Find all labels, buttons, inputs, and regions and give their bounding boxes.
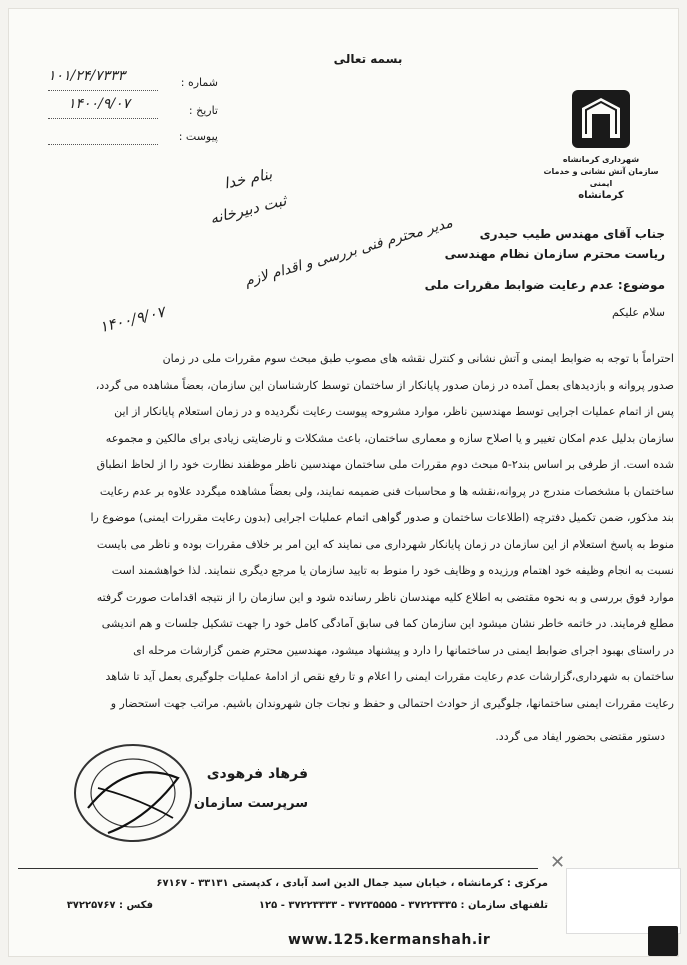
date-value: ۱۴۰۰/۹/۰۷ [68,96,131,112]
handwritten-note-date: ۱۴۰۰/۹/۰۷ [97,302,167,337]
signatory-title: سرپرست سازمان [193,796,308,811]
body-line: صدور پروانه و بازدیدهای بعمل آمده در زمان صدور پایانکار از ساختمان توسط کارشناسان این سازمان، بعضاً مشاهده می گردد، [95,378,674,392]
body-line: منوط به پاسخ استعلام از این سازمان در زمان پایانکار شهرداری می نمایند که این امر بر خلاف مقررات بوده و ناظر می بایست [96,537,674,551]
body-line: مطلع فرمایند. در خاتمه خاطر نشان میشود این سازمان کما فی سابق آمادگی کامل خود را جهت تشکیل جلسات و هم اندیشی [101,617,674,630]
corner-logo-icon [648,926,678,956]
preview-thumbnail[interactable] [566,868,681,934]
body-line: احتراماً با توجه به ضوابط ایمنی و آتش نشانی و کنترل نقشه های مصوب طبق مبحث سوم مقررات ملی در زمان [162,352,674,365]
body-line: موارد فوق بررسی و به نحوه مقتضی به اطلاع کلیه مهندسان ناظر رسانده شود و این سازمان را از نتیجه اقدامات صورت گرفته [96,590,674,604]
recipient-name: جناب آقای مهندس طیب حیدری [479,227,665,241]
basmala: بسمه تعالی [333,52,403,66]
letter-page [8,8,679,957]
body-line: ساختمان با مشخصات مندرج در پروانه،نقشه ها و محاسبات فنی ضمیمه نمایند، ولی بعضاً مشاهده میگردد علاوه بر عدم رعایت [99,484,674,498]
letter-subject: موضوع: عدم رعایت ضوابط مقررات ملی [424,278,665,292]
letter-body [36,346,674,717]
website-link[interactable]: www.125.kermanshah.ir [288,932,491,948]
footer-phones: تلفنهای سازمان : ۳۷۲۲۳۳۳۵ - ۳۷۲۳۵۵۵۵ - ۳۷۲۲۳۳۳۳ - ۱۲۵ [258,900,548,911]
number-label: شماره : [180,76,218,89]
body-line: پس از اتمام عملیات اجرایی توسط مهندسین ناظر، موارد مشروحه پیوست رعایت نگردیده و در زمان استعلام پایانکار از این [114,405,674,418]
footer-address: مرکزی : کرمانشاه ، خیابان سید جمال الدین اسد آبادی ، کدپستی ۳۳۱۳۱ - ۶۷۱۶۷ [156,878,548,889]
body-line: در راستای بهبود اجرای ضوابط ایمنی در ساختمانها را دارد و پیشنهاد میشود، مهندسین محترم ضمن گزارشات مرحله ای [133,643,674,657]
footer-fax: فکس : ۳۷۲۲۵۷۶۷ [66,900,153,911]
close-icon[interactable]: ✕ [550,852,566,873]
date-underline [48,118,158,119]
logo-city: کرمانشاه [578,190,624,201]
number-value: ۱۰۱/۲۴/۷۳۳۳ [48,68,126,84]
logo-organization: سازمان آتش نشانی و خدمات ایمنی [543,167,659,188]
fire-department-logo-icon [570,88,632,150]
closing-line: دستور مقتضی بحضور ایفاد می گردد. [495,730,665,743]
body-line: رعایت مقررات ایمنی ساختمانها، جلوگیری از حوادث احتمالی و حفظ و نجات جان شهروندان باشیم. مراتب جهت استحضار و [110,696,674,710]
body-line: سازمان بدلیل عدم امکان تغییر و یا اصلاح سازه و معماری ساختمان، باعث مشکلات و نارضایتی زیادی برای مالکین و مجموعه [105,431,674,445]
official-stamp [68,738,198,848]
body-line: نسبت به انجام وظیفه خود اهتمام ورزیده و وظایف خود را منوط به تایید سازمان یا مرجع دیگری ننمایند. لذا خواهشمند است [111,564,674,577]
organization-logo [542,88,660,201]
handwritten-note-2: ثبت دبیرخانه [208,191,289,228]
attachment-underline [48,144,158,145]
footer-divider [18,868,538,869]
body-line: ساختمان به شهرداری،گزارشات عدم رعایت مقررات ایمنی را اعلام و تا رفع نقص از ادامهٔ عملیات جلوگیری بعمل آید تا شاهد [105,670,674,683]
body-line: بند مذکور، ضمن تکمیل دفترچه (اطلاعات ساختمان و صدور گواهی اتمام عملیات اجرایی (بدون رعایت مقررات ایمنی) موضوع را [90,511,674,524]
handwritten-note-1: بنام خدا [222,164,274,193]
greeting: سلام علیکم [611,306,665,319]
number-underline [48,90,158,91]
handwritten-note-3: مدیر محترم فنی بررسی و اقدام لازم [242,214,455,290]
recipient-title: ریاست محترم سازمان نظام مهندسی [444,247,665,261]
body-line: شده است. از طرفی بر اساس بند۲-۵ مبحث دوم مقررات ملی ساختمان مهندسین ناظر موظفند نظارت خود را از لحاظ انطباق [96,458,674,471]
signatory-name: فرهاد فرهودی [206,766,308,782]
logo-municipality: شهرداری کرمانشاه [562,155,640,164]
date-label: تاریخ : [188,104,218,117]
attachment-label: پیوست : [178,130,218,143]
